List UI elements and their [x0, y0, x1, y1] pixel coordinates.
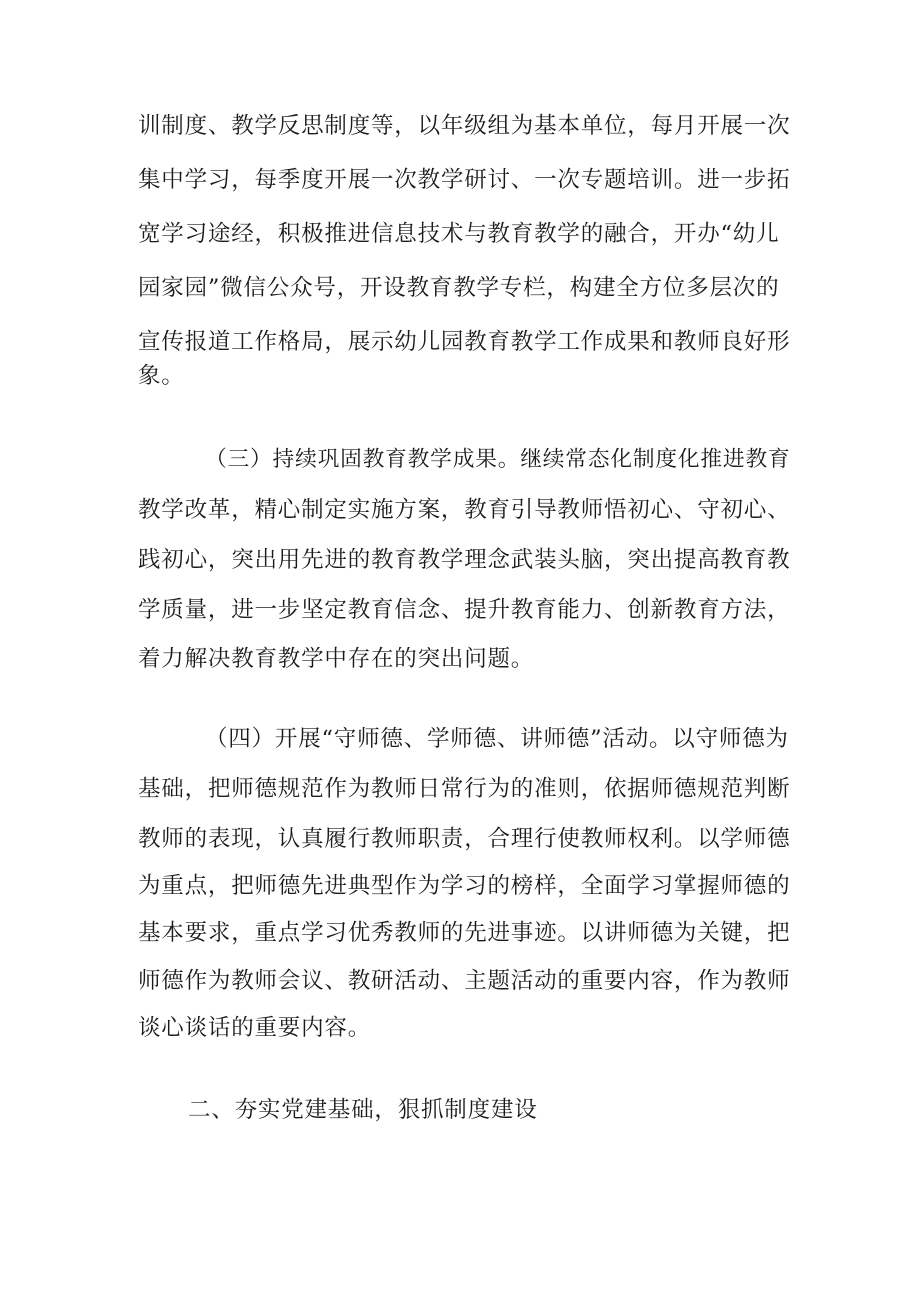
- paragraph-line: 宽学习途经，积极推进信息技术与教育教学的融合，开办“幼儿: [138, 221, 780, 247]
- section-3-first-line: （三）持续巩固教育教学成果。继续常态化制度化推进教育: [205, 447, 791, 472]
- paragraph-line: 践初心，突出用先进的教育教学理念武装头脑，突出提高教育教: [138, 547, 791, 573]
- paragraph-line: 基础，把师德规范作为教师日常行为的准则，依据师德规范判断: [138, 776, 791, 802]
- paragraph-line: 教师的表现，认真履行教师职责，合理行使教师权利。以学师德: [138, 826, 791, 852]
- paragraph-line: 宣传报道工作格局，展示幼儿园教育教学工作成果和教师良好形: [138, 329, 791, 355]
- section-heading: 二、夯实党建基础，狠抓制度建设: [188, 1097, 538, 1123]
- paragraph-line: 训制度、教学反思制度等，以年级组为基本单位，每月开展一次: [138, 113, 791, 139]
- paragraph-line: 谈心谈话的重要内容。: [138, 1015, 372, 1041]
- paragraph-line: 象。: [138, 363, 185, 389]
- paragraph-line: 师德作为教师会议、教研活动、主题活动的重要内容，作为教师: [138, 968, 791, 994]
- paragraph-line: 园家园”微信公众号，开设教育教学专栏，构建全方位多层次的: [138, 275, 780, 301]
- paragraph-line: 教学改革，精心制定实施方案，教育引导教师悟初心、守初心、: [138, 497, 791, 523]
- paragraph-line: 着力解决教育教学中存在的突出问题。: [138, 646, 535, 672]
- section-4-first-line: （四）开展“守师德、学师德、讲师德”活动。以守师德为: [205, 726, 789, 752]
- paragraph-line: 集中学习，每季度开展一次教学研讨、一次专题培训。进一步拓: [138, 167, 791, 193]
- paragraph-line: 学质量，进一步坚定教育信念、提升教育能力、创新教育方法，: [138, 597, 791, 623]
- paragraph-line: 基本要求，重点学习优秀教师的先进事迹。以讲师德为关键，把: [138, 920, 791, 946]
- paragraph-line: 为重点，把师德先进典型作为学习的榜样，全面学习掌握师德的: [138, 873, 791, 899]
